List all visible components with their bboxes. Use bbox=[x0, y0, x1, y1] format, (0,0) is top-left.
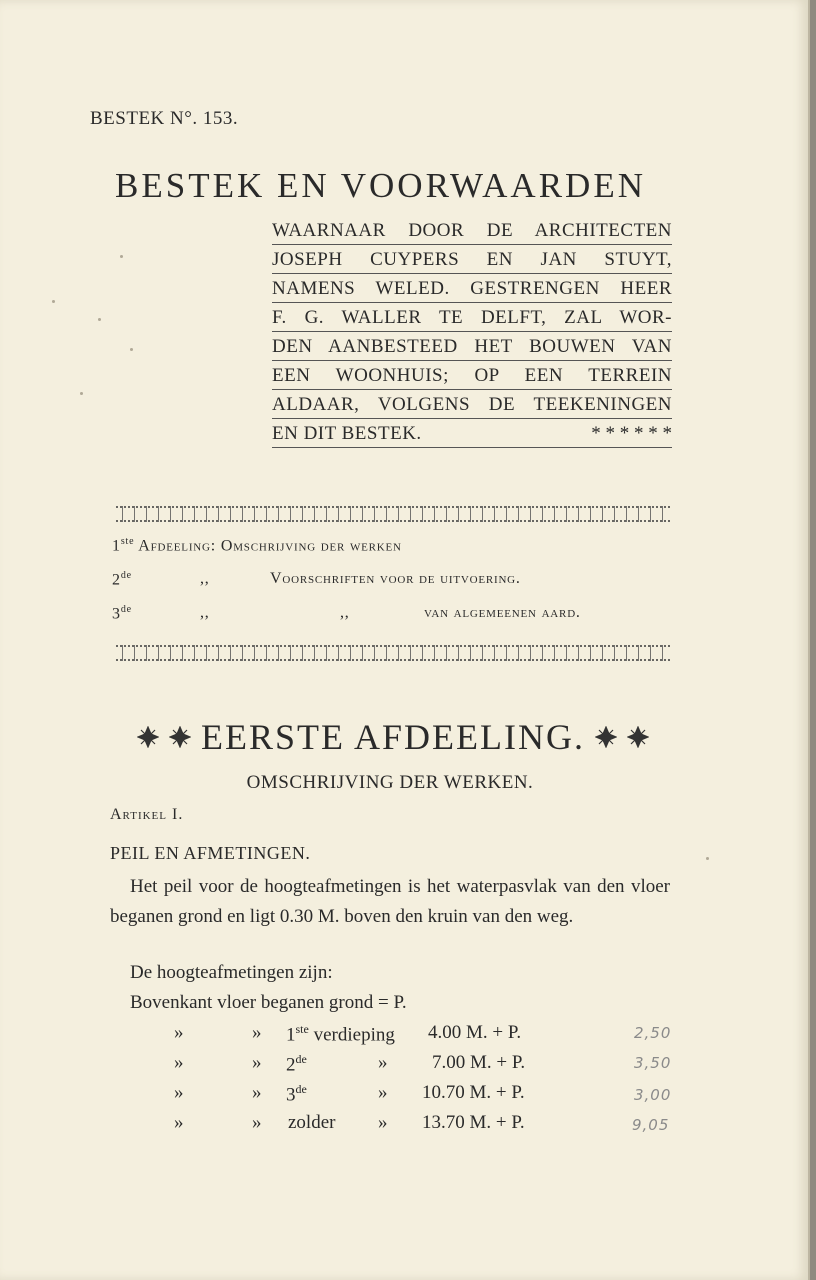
height-row bbox=[0, 1112, 670, 1142]
paper-speck bbox=[706, 857, 709, 860]
ditto-mark: » bbox=[252, 1112, 262, 1133]
ornamental-border-bottom bbox=[116, 645, 670, 661]
intro-line: DEN AANBESTEED HET BOUWEN VAN bbox=[272, 332, 672, 361]
handwritten-note: 3,00 bbox=[634, 1086, 672, 1104]
afdeeling-sup: de bbox=[120, 604, 132, 615]
floor-sup: de bbox=[295, 1082, 307, 1096]
stars-ornament: * * * * * * bbox=[591, 423, 672, 444]
floor-label bbox=[286, 1052, 307, 1076]
afdeeling-title: Voorschriften voor de uitvoering. bbox=[270, 570, 521, 587]
height-value: 13.70 M. + P. bbox=[422, 1112, 525, 1133]
body-paragraph-text: Het peil voor de hoogteafmetingen is het waterpasvlak van den vloer beganen grond en ligt 0.30 M. boven den kruin van den weg. bbox=[110, 876, 670, 927]
bestek-number: BESTEK N°. 153. bbox=[90, 108, 239, 129]
floor-num: 1 bbox=[286, 1024, 296, 1046]
section-subtitle: OMSCHRIJVING DER WERKEN. bbox=[246, 772, 534, 793]
intro-line: EEN WOONHUIS; OP EEN TERREIN bbox=[272, 361, 672, 390]
afdeeling-row-2 bbox=[112, 570, 521, 589]
intro-block bbox=[272, 216, 672, 448]
floor-sup: de bbox=[295, 1052, 307, 1066]
ornament-icon bbox=[169, 726, 191, 748]
ditto-mark: ,, bbox=[200, 570, 210, 587]
ditto-mark: » bbox=[174, 1052, 184, 1073]
afdeeling-sup: de bbox=[120, 570, 132, 581]
ditto-mark: » bbox=[252, 1082, 262, 1103]
height-row bbox=[0, 1052, 672, 1082]
section-title: EERSTE AFDEELING. bbox=[201, 717, 585, 757]
height-value: 7.00 M. + P. bbox=[432, 1052, 526, 1073]
ornament-icon bbox=[627, 726, 649, 748]
ornament-icon bbox=[595, 726, 617, 748]
paper-speck bbox=[98, 318, 101, 321]
intro-line: JOSEPH CUYPERS EN JAN STUYT, bbox=[272, 245, 672, 274]
section-heading bbox=[110, 716, 676, 758]
floor-sup: ste bbox=[295, 1022, 309, 1036]
bovenkant-line: Bovenkant vloer beganen grond = P. bbox=[130, 992, 407, 1013]
afdeeling-row-1 bbox=[112, 536, 402, 555]
handwritten-note: 9,05 bbox=[632, 1116, 670, 1134]
intro-line-last bbox=[272, 419, 672, 448]
ditto-mark: » bbox=[378, 1112, 388, 1133]
article-heading: PEIL EN AFMETINGEN. bbox=[110, 843, 311, 863]
afdeeling-num: 2 bbox=[112, 571, 121, 589]
ditto-mark: ,, bbox=[200, 604, 210, 621]
ditto-mark: » bbox=[174, 1082, 184, 1103]
afdeeling-row-3 bbox=[112, 604, 581, 623]
floor-num: 2 bbox=[286, 1054, 296, 1076]
afdeeling-sup: ste bbox=[120, 536, 135, 547]
ditto-mark: ,, bbox=[340, 604, 350, 621]
intro-line-text: EN DIT BESTEK. bbox=[272, 423, 422, 444]
height-row bbox=[0, 1082, 672, 1112]
floor-label bbox=[286, 1022, 395, 1046]
afdeeling-title: van algemeenen aard. bbox=[424, 604, 581, 621]
ditto-mark: » bbox=[252, 1022, 262, 1043]
floor-name: verdieping bbox=[313, 1024, 395, 1046]
ditto-mark: » bbox=[174, 1022, 184, 1043]
artikel-label: Artikel I. bbox=[110, 806, 184, 823]
height-value: 10.70 M. + P. bbox=[422, 1082, 525, 1103]
ditto-mark: » bbox=[378, 1082, 388, 1103]
page-title: BESTEK EN VOORWAARDEN bbox=[115, 166, 646, 205]
intro-line: WAARNAAR DOOR DE ARCHITECTEN bbox=[272, 216, 672, 245]
paper-speck bbox=[52, 300, 55, 303]
intro-line: NAMENS WELED. GESTRENGEN HEER bbox=[272, 274, 672, 303]
ditto-mark: » bbox=[252, 1052, 262, 1073]
heights-label: De hoogteafmetingen zijn: bbox=[130, 962, 333, 983]
ornament-icon bbox=[137, 726, 159, 748]
ditto-mark: » bbox=[174, 1112, 184, 1133]
paper-speck bbox=[130, 348, 133, 351]
ditto-mark: » bbox=[378, 1052, 388, 1073]
paper-speck bbox=[120, 255, 123, 258]
afdeeling-num: 1 bbox=[112, 537, 121, 555]
handwritten-note: 2,50 bbox=[634, 1024, 672, 1042]
handwritten-note: 3,50 bbox=[634, 1054, 672, 1072]
body-paragraph bbox=[110, 872, 670, 932]
floor-num: 3 bbox=[286, 1084, 296, 1106]
height-value: 4.00 M. + P. bbox=[428, 1022, 522, 1043]
floor-name: zolder bbox=[288, 1112, 336, 1133]
ornamental-border-top bbox=[116, 506, 670, 522]
floor-label bbox=[286, 1082, 307, 1106]
paper-speck bbox=[80, 392, 83, 395]
afdeeling-label: Afdeeling: bbox=[138, 537, 217, 555]
height-row bbox=[0, 1022, 672, 1052]
intro-line: ALDAAR, VOLGENS DE TEEKENINGEN bbox=[272, 390, 672, 419]
afdeeling-title: Omschrijving der werken bbox=[220, 537, 402, 555]
intro-line: F. G. WALLER TE DELFT, ZAL WOR- bbox=[272, 303, 672, 332]
afdeeling-num: 3 bbox=[112, 605, 121, 623]
